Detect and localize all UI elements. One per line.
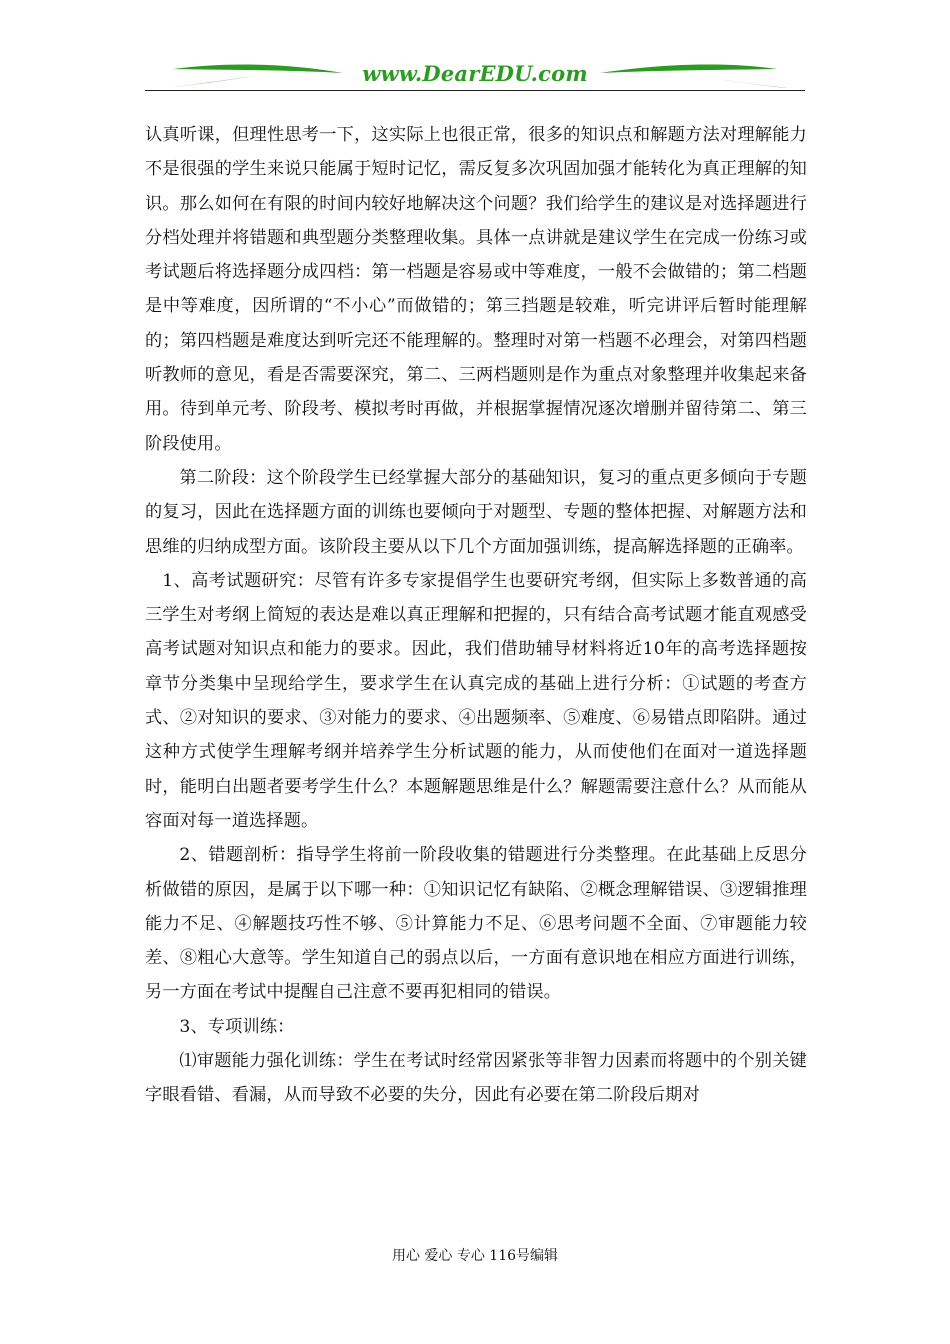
paragraph-6: ⑴审题能力强化训练：学生在考试时经常因紧张等非智力因素而将题中的个别关键字眼看错、看漏，从而导致不必要的失分，因此有必要在第二阶段后期对 — [145, 1051, 807, 1106]
left-swoosh — [173, 64, 343, 73]
right-swoosh-tail — [697, 76, 805, 88]
left-swoosh-tail — [145, 76, 253, 88]
paragraph-3: 1、高考试题研究：尽管有许多专家提倡学生也要研究考纲，但实际上多数普通的高三学生对考纲上简短的表达是难以真正理解和把握的，只有结合高考试题才能直观感受高考试题对知识点和能力的要求。因此，我们借助辅导材料将近10年的高考选择题按章节分类集中呈现给学生，要求学生在认真完成的基础上进行分析：①试题的考查方式、②对知识的要求、③对能力的要求、④出题频率、⑤难度、⑥易错点即陷阱。通过这种方式使学生理解考纲并培养学生分析试题的能力，从而使他们在面对一道选择题时，能明白出题者要考学生什么？本题解题思维是什么？解题需要注意什么？从而能从容面对每一道选择题。 — [145, 570, 807, 831]
paragraph-5: 3、专项训练： — [179, 1016, 295, 1037]
right-swoosh — [600, 64, 777, 73]
paragraph-1: 认真听课，但理性思考一下，这实际上也很正常，很多的知识点和解题方法对理解能力不是很强的学生来说只能属于短时记忆，需反复多次巩固加强才能转化为真正理解的知识。那么如何在有限的时间内较好地解决这个问题？我们给学生的建议是对选择题进行分档处理并将错题和典型题分类整理收集。具体一点讲就是建议学生在完成一份练习或考试题后将选择题分成四档：第一档题是容易或中等难度，一般不会做错的；第二档题是中等难度，因所谓的“不小心”而做错的；第三挡题是较难，听完讲评后暂时能理解的；第四档题是难度达到听完还不能理解的。整理时对第一档题不必理会，对第四档题听教师的意见，看是否需要深究，第二、三两档题则是作为重点对象整理并收集起来备用。待到单元考、阶段考、模拟考时再做，并根据掌握情况逐次增删并留待第二、第三阶段使用。 — [145, 125, 807, 454]
site-logo-text: www.DearEDU.com — [362, 61, 588, 86]
paragraph-2: 第二阶段：这个阶段学生已经掌握大部分的基础知识，复习的重点更多倾向于专题的复习，因此在选择题方面的训练也要倾向于对题型、专题的整体把握、对解题方法和思维的归纳成型方面。该阶段主要从以下几个方面加强训练，提高解选择题的正确率。 — [145, 467, 807, 557]
page-footer: 用心 爱心 专心 116号编辑 — [391, 1248, 559, 1264]
paragraph-4: 2、错题剖析：指导学生将前一阶段收集的错题进行分类整理。在此基础上反思分析做错的原因，是属于以下哪一种：①知识记忆有缺陷、②概念理解错误、③逻辑推理能力不足、④解题技巧性不够、⑤计算能力不足、⑥思考问题不全面、⑦审题能力较差、⑧粗心大意等。学生知道自己的弱点以后，一方面有意识地在相应方面进行训练，另一方面在考试中提醒自己注意不要再犯相同的错误。 — [145, 845, 807, 1003]
document-body — [145, 118, 807, 1113]
header-divider — [145, 90, 805, 91]
page-header — [145, 58, 805, 92]
